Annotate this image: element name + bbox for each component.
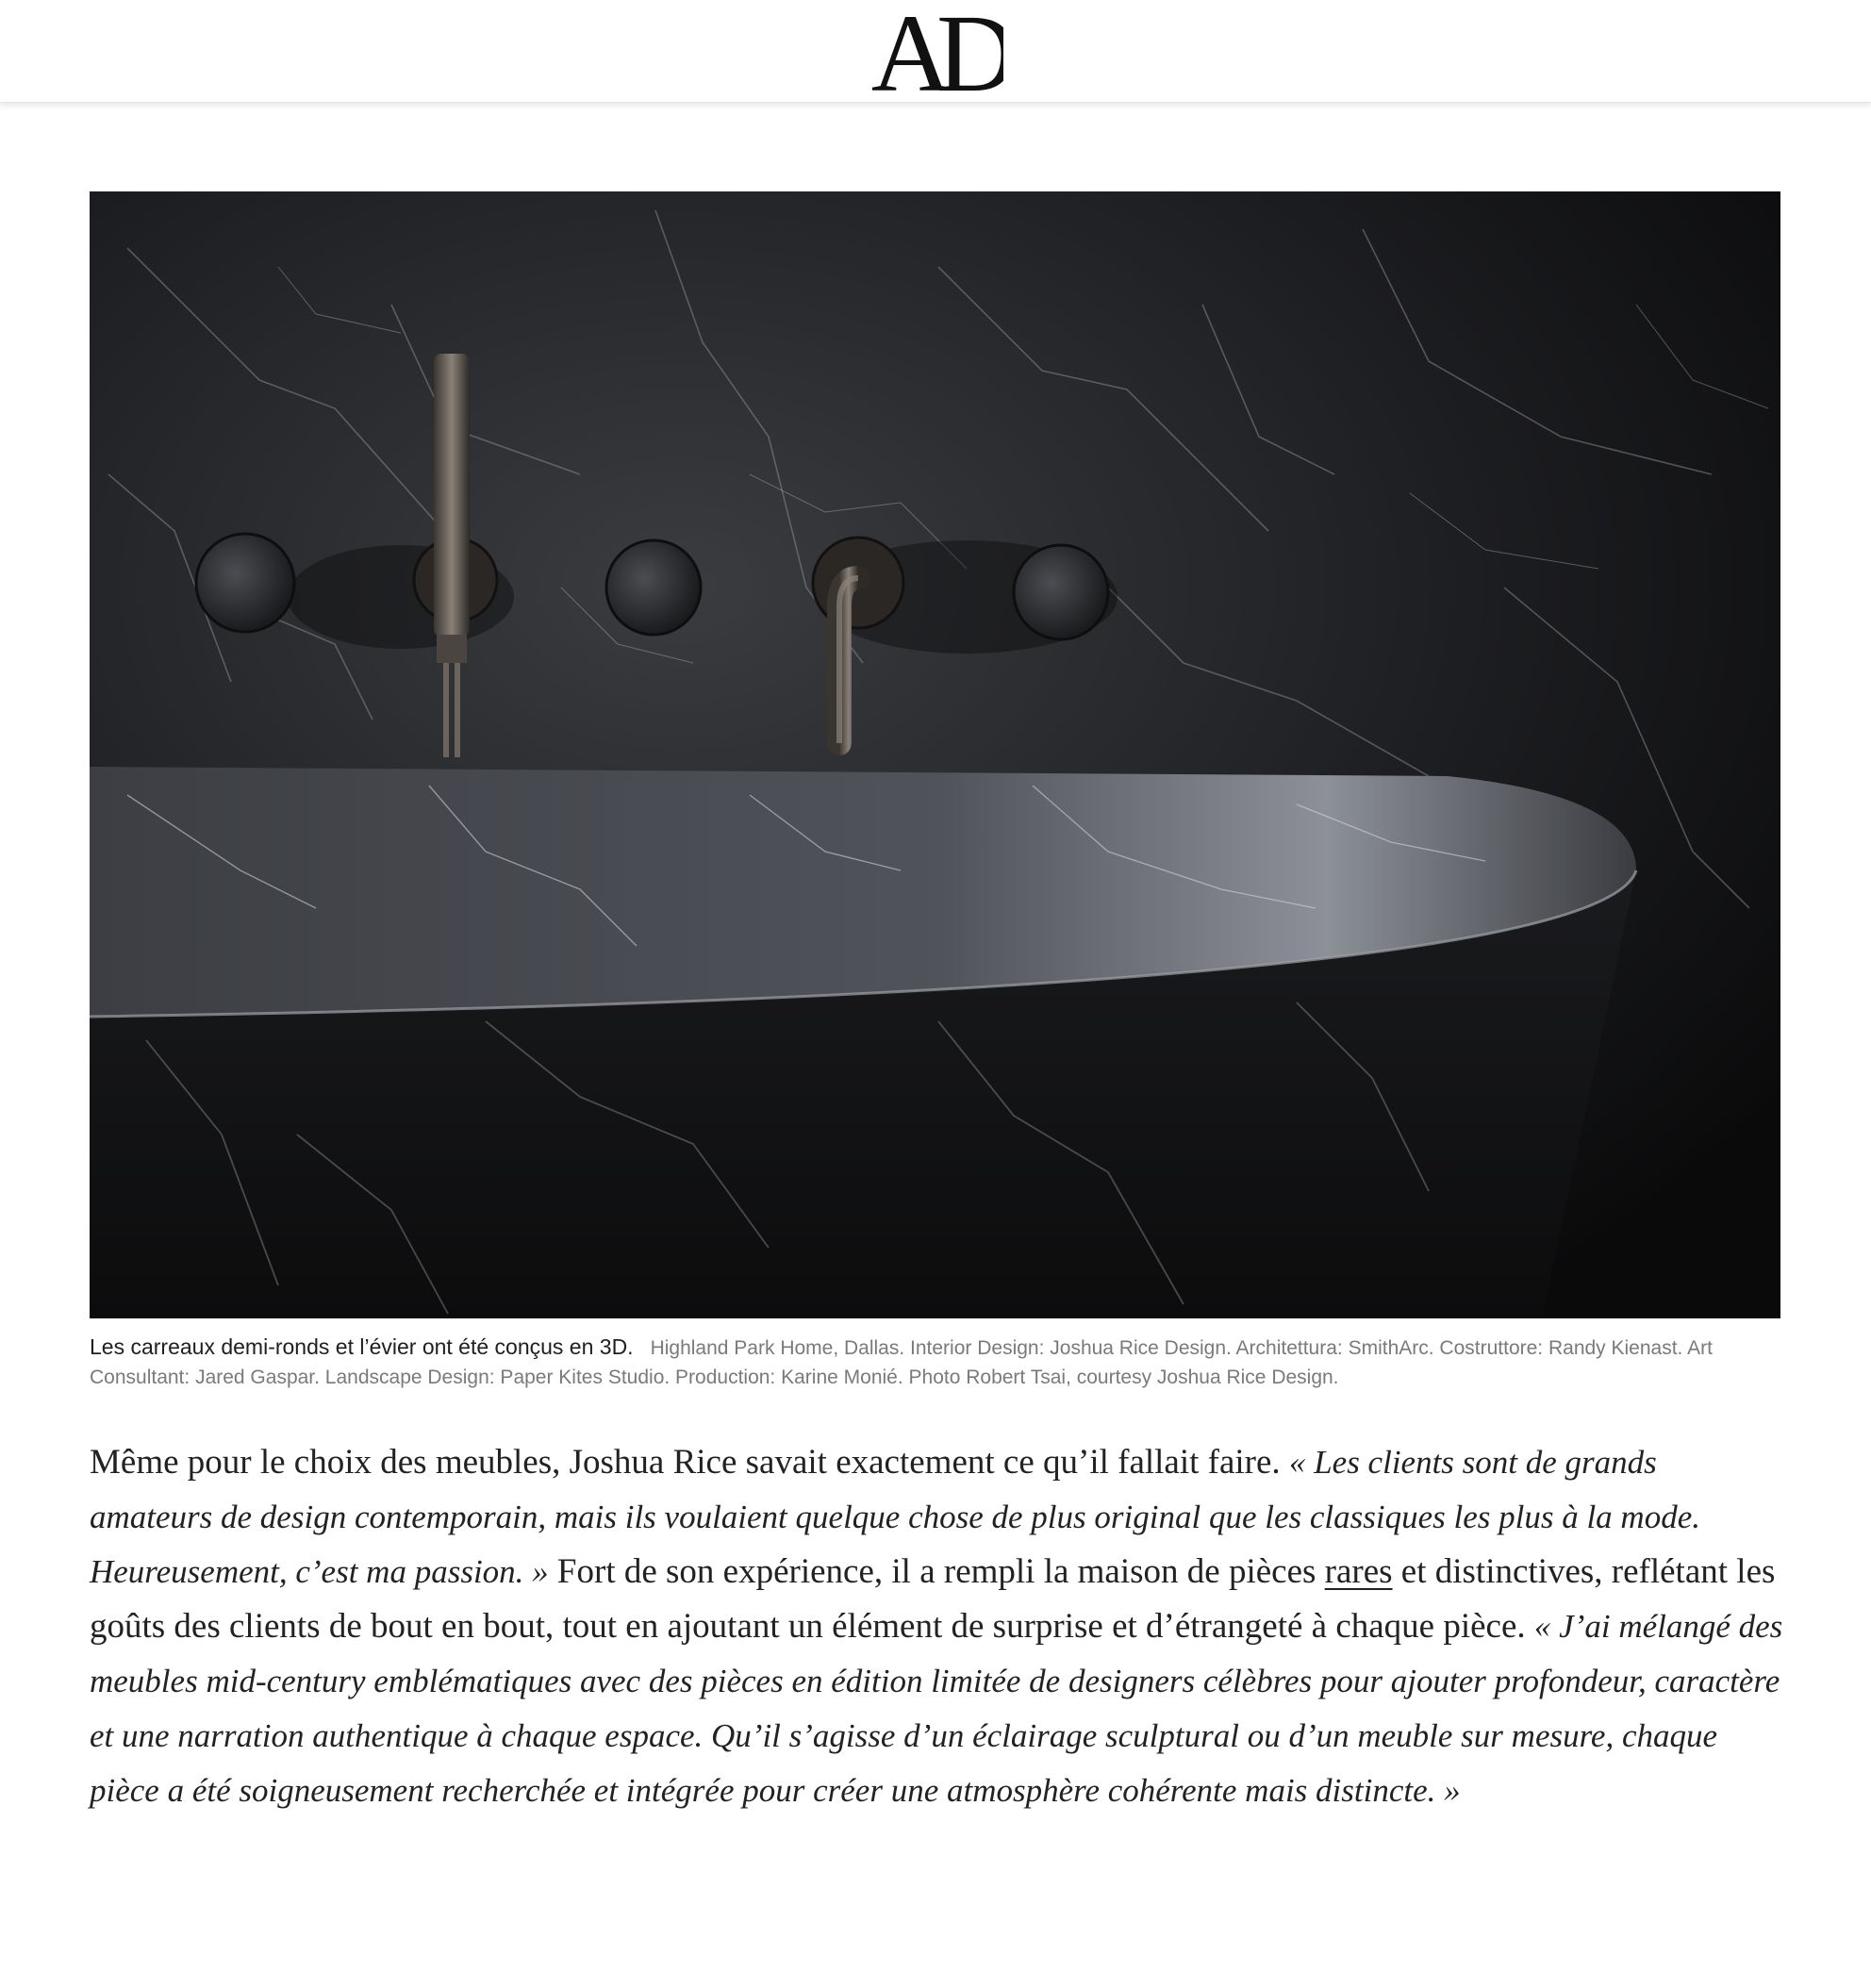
marble-sink-photo-icon [90,191,1780,1318]
photo-caption [90,1333,1787,1392]
logo-text: AD [870,6,1002,96]
paragraph-mid: Fort de son expérience, il a rempli la maison de pièces [548,1552,1325,1591]
quote-clients: « Les clients sont de grands amateurs de design contemporain, mais ils voulaient quelque chose de plus original que les classiques les plus à la mode. Heureusement, c’est ma passion. » [90,1444,1700,1590]
hero-photo [90,191,1780,1318]
paragraph-intro: Même pour le choix des meubles, Joshua Rice savait exactement ce qu’il fallait faire. [90,1443,1289,1482]
paragraph-after-link: et distinctives, reflétant les goûts des clients de bout en bout, tout en ajoutant un élément de surprise et d’étrangeté à chaque pièce. [90,1552,1776,1646]
caption-main: Les carreaux demi-ronds et l’évier ont été conçus en 3D. [90,1334,634,1359]
caption-credit: Highland Park Home, Dallas. Interior Design: Joshua Rice Design. Architettura: SmithArc. Costruttore: Randy Kienast. Art Consultant: Jared Gaspar. Landscape Design: Paper Kites Studio. Production: Karine Monié. Photo Robert Tsai, courtesy Joshua Rice Design. [90,1337,1713,1388]
quote-designer: « J’ai mélangé des meubles mid-century emblématiques avec des pièces en édition limitée de designers célèbres pour ajouter profondeur, caractère et une narration authentique à chaque espace. Qu’il s’agisse d’un éclairage sculptural ou d’un meuble sur mesure, chaque pièce a été soigneusement recherchée et intégrée pour créer une atmosphère cohérente mais distincte. » [90,1608,1783,1809]
link-rares[interactable]: rares [1324,1552,1393,1591]
article-paragraph [90,1435,1787,1818]
ad-logo[interactable] [869,6,1003,96]
site-header [0,0,1871,103]
